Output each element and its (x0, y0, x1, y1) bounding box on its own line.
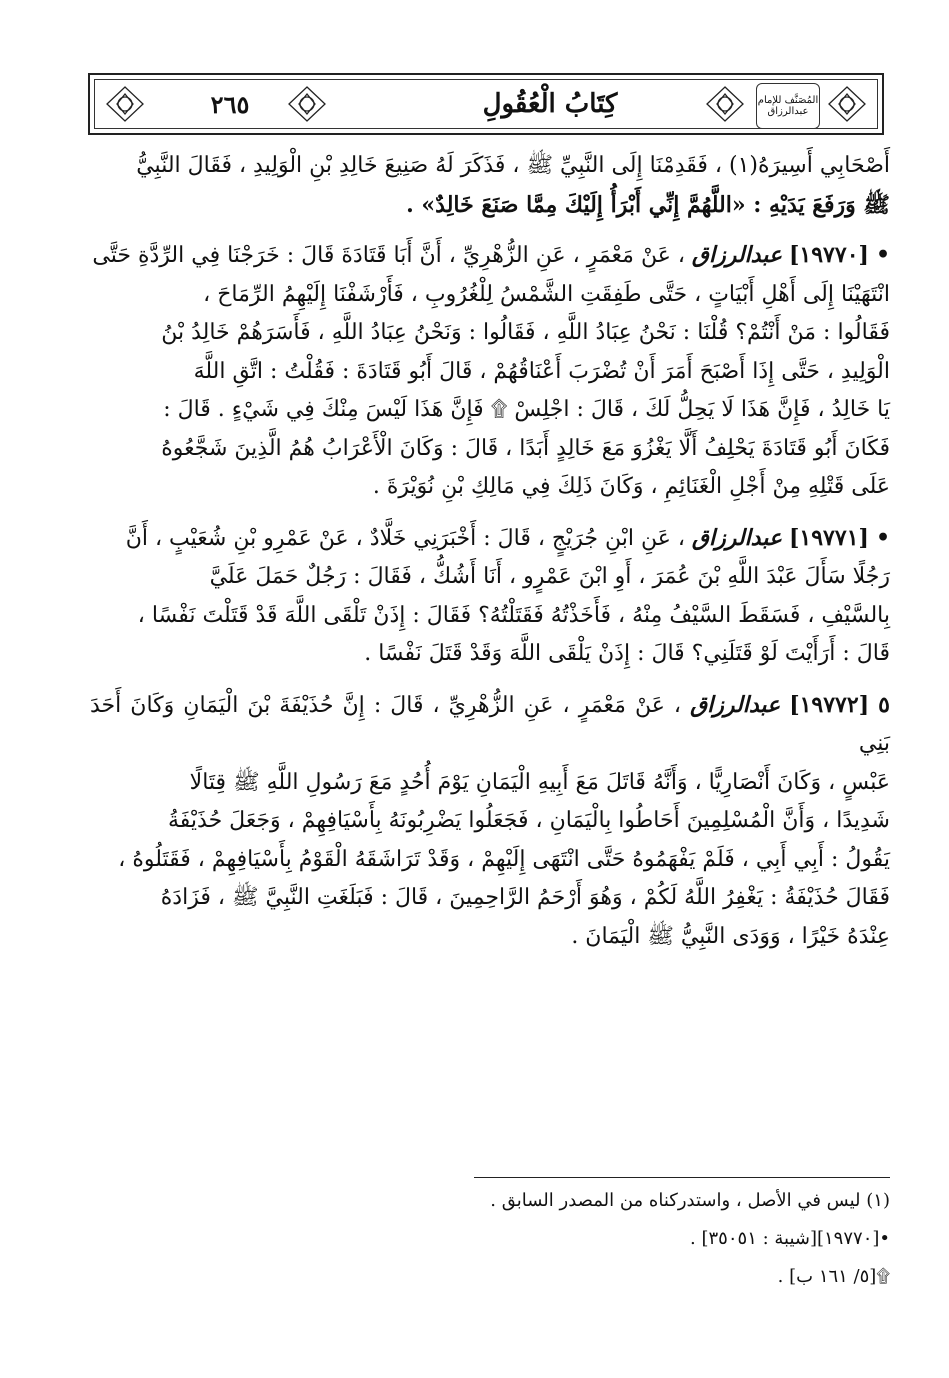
ornament-icon (820, 82, 874, 126)
text-line: بِالسَّيْفِ ، فَسَقَطَ السَّيْفُ مِنْهُ ، فَأَخَذْتُهُ فَقَتَلْتُهُ؟ فَقَالَ : إِذَنْ تَلْقَى اللَّهَ قَدْ قَتَلْتَ نَفْسًا ، (137, 602, 890, 628)
page-number: ٢٦٥ (210, 89, 250, 119)
text-line: أَصْحَابِي أَسِيرَهُ(١) ، فَقَدِمْنَا إِلَى النَّبِيِّ ﷺ ، فَذَكَرَ لَهُ صَنِيعَ خَالِدِ بْنِ الْوَلِيدِ ، فَقَالَ النَّبِيُّ (136, 153, 890, 178)
text-line: شَدِيدًا ، وَأَنَّ الْمُسْلِمِينَ أَحَاطُوا بِالْيَمَانِ ، فَجَعَلُوا يَضْرِبُونَهُ بِأَسْيَافِهِمْ ، وَجَعَلَ حُذَيْفَةُ (167, 808, 890, 833)
ornament-icon (280, 82, 334, 126)
text-line: عِنْدَهُ خَيْرًا ، وَوَدَى النَّبِيُّ ﷺ الْيَمَانَ . (571, 923, 890, 949)
text-line: يَقُولُ : أَبِي أَبِي ، فَلَمْ يَفْهَمُوهُ حَتَّى انْتَهَى إِلَيْهِمْ ، وَقَدْ تَرَاشَقَهُ الْقَوْمُ بِأَسْيَافِهِمْ ، فَقَتَلُوهُ ، (118, 846, 890, 872)
footnotes (474, 1185, 890, 1299)
text-line: انْتَهَيْنَا إِلَى أَهْلِ أَبْيَاتٍ ، حَتَّى طَفِقَتِ الشَّمْسُ لِلْغُرُوبِ ، فَأَرْشَفْنَا إِلَيْهِمُ الرِّمَاحَ ، (203, 281, 890, 307)
text-line: يَا خَالِدُ ، فَإِنَّ هَذَا لَا يَحِلُّ لَكَ ، قَالَ : اجْلِسْ ۩ فَإِنَّ هَذَا لَيْسَ مِنْكَ فِي شَيْءٍ . قَالَ : (163, 397, 890, 422)
hadith-narrator: عبدالرزاق (690, 691, 781, 718)
hadith-number: [١٩٧٧١] (789, 524, 869, 551)
footnote: (١) ليس في الأصل ، واستدركناه من المصدر السابق . (490, 1190, 890, 1211)
intro-paragraph (90, 147, 890, 224)
page-title: كِتَابُ الْعُقُولِ (482, 89, 618, 119)
ornament-icon (698, 82, 752, 126)
text-line: ، عَنْ مَعْمَرٍ ، عَنِ الزُّهْرِيِّ ، قَالَ : إِنَّ حُذَيْفَةَ بْنَ الْيَمَانِ وَكَانَ أَحَدَ بَنِي (90, 692, 890, 756)
text-line: رَجُلًا سَأَلَ عَبْدَ اللَّهِ بْنَ عُمَرَ ، أَوِ ابْنَ عَمْرٍو ، أَنَا أَشُكُّ ، فَقَالَ : رَجُلٌ حَمَلَ عَلَيَّ (209, 564, 890, 589)
text-line: ، عَنْ مَعْمَرٍ ، عَنِ الزُّهْرِيِّ ، أَنَّ أَبَا قَتَادَةَ قَالَ : خَرَجْنَا فِي الرِّدَّةِ حَتَّى (92, 243, 685, 268)
text-line: ، عَنِ ابْنِ جُرَيْجٍ ، قَالَ : أَخْبَرَنِي خَلَّادٌ ، عَنْ عَمْرِو بْنِ شُعَيْبٍ ، أَنَّ (125, 525, 685, 551)
hadith-marker: ٥ (878, 691, 890, 718)
book-seal: المُصَنَّف للإمام عبدالرزاق (756, 83, 820, 129)
text-line: فَقَالَ حُذَيْفَةُ : يَغْفِرُ اللَّهُ لَكُمْ ، وَهُوَ أَرْحَمُ الرَّاحِمِينَ ، قَالَ : فَبَلَغَتِ النَّبِيَّ ﷺ ، فَزَادَهُ (160, 885, 890, 910)
text-line: ﷺ وَرَفَعَ يَدَيْهِ : «اللَّهُمَّ إِنِّي أَبْرَأُ إِلَيْكَ مِمَّا صَنَعَ خَالِدٌ» . (406, 191, 890, 218)
text-line: عَلَى قَتْلِهِ مِنْ أَجْلِ الْغَنَائِمِ ، وَكَانَ ذَلِكَ فِي مَالِكِ بْنِ نُوَيْرَةَ . (372, 474, 890, 499)
hadith-number: [١٩٧٧٢] (789, 691, 870, 718)
hadith-marker: • (875, 242, 890, 268)
main-text (90, 147, 890, 968)
text-line: عَبْسٍ ، وَكَانَ أَنْصَارِيًّا ، وَأَنَّهُ قَاتَلَ مَعَ أَبِيهِ الْيَمَانِ يَوْمَ أُحُدٍ مَعَ رَسُولِ اللَّهِ ﷺ قِتَالًا (189, 769, 890, 795)
hadith-19770 (90, 236, 890, 507)
hadith-19771 (90, 519, 890, 674)
ornament-icon (98, 82, 152, 126)
text-line: فَقَالُوا : مَنْ أَنْتُمْ؟ قُلْنَا : نَحْنُ عِبَادُ اللَّهِ ، فَقَالُوا : وَنَحْنُ عِبَادُ اللَّهِ ، فَأَسَرَهُمْ خَالِدُ بْنُ (161, 320, 890, 345)
text-line: قَالَ : أَرَأَيْتَ لَوْ قَتَلَنِي؟ قَالَ : إِذَنْ يَلْقَى اللَّهَ وَقَدْ قَتَلَ نَفْسًا . (364, 641, 890, 666)
hadith-19772 (90, 686, 890, 957)
hadith-narrator: عبدالرزاق (691, 524, 782, 551)
page-header (88, 73, 884, 135)
text-line: فَكَانَ أَبُو قَتَادَةَ يَحْلِفُ أَلَّا يَغْزُوَ مَعَ خَالِدٍ أَبَدًا ، قَالَ : وَكَانَ الْأَعْرَابُ هُمُ الَّذِينَ شَجَّعُوهُ (161, 435, 890, 461)
hadith-narrator: عبدالرزاق (691, 242, 782, 268)
footnote-divider (474, 1177, 890, 1178)
hadith-number: [١٩٧٧٠] (789, 242, 869, 268)
footnote: ۩[٥/ ١٦١ ب] . (777, 1266, 890, 1287)
footnote: •[١٩٧٧٠][شيبة : ٣٥٠٥١] . (690, 1228, 890, 1249)
hadith-marker: • (875, 524, 890, 551)
text-line: الْوَلِيدِ ، حَتَّى إِذَا أَصْبَحَ أَمَرَ أَنْ تُضْرَبَ أَعْنَاقُهُمْ ، قَالَ أَبُو قَتَادَةَ : فَقُلْتُ : اتَّقِ اللَّهَ (193, 358, 890, 384)
